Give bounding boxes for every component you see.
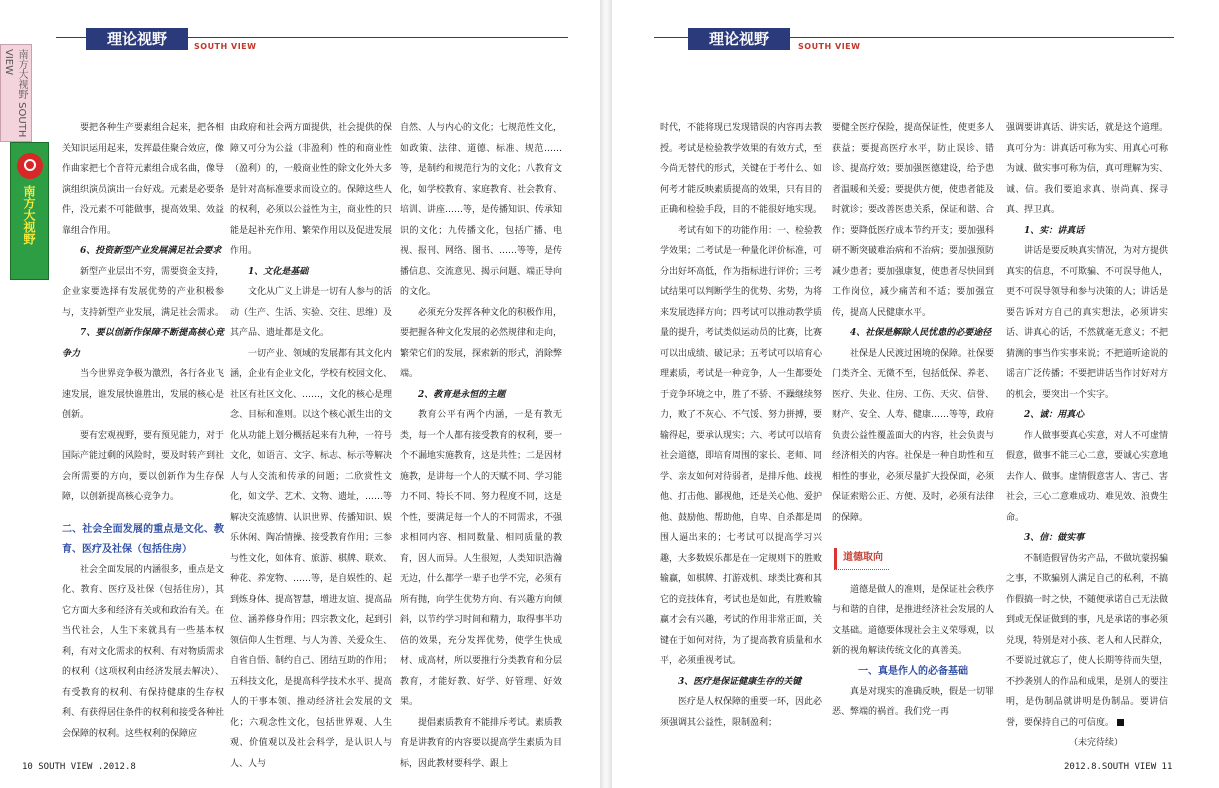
paragraph: 医疗是人权保障的重要一环，因此必须强调其公益性，限制盈利； xyxy=(660,697,823,728)
section-heading: 二、社会全面发展的重点是文化、教育、医疗及社保（包括住房） xyxy=(62,523,224,555)
page-footer-left: 10 SOUTH VIEW .2012.8 xyxy=(22,762,136,772)
paragraph: 强调要讲真话、讲实话，就是这个道理。真可分为：讲真话可称为实、用真心可称为诚、做实事可称为信，真可理解为实、诚、信。我们要追求真、崇尚真、探寻真、捍卫真。 xyxy=(1006,123,1169,215)
section-title: 理论视野 xyxy=(688,28,790,50)
magazine-logo xyxy=(10,142,49,280)
section-heading: 一、真是作人的必备基础 xyxy=(858,665,968,677)
text-column-3 xyxy=(400,118,562,774)
subsection-heading: 4、社保是解除人民忧患的必要途径 xyxy=(850,328,992,338)
paragraph: 社保是人民渡过困境的保障。社保要门类齐全、无微不至，包括低保、养老、医疗、失业、住房、工伤、天灾、信誉、财产、安全、人寿、健康……等等，政府负责公益性覆盖面大的内容，社会负责与经济相关的内容。社保是一种自助性和互相性的事业，必须尽量扩大投保面，必须保证索赔公正、方便、及时，必须有法律的保障。 xyxy=(832,348,995,523)
section-subtitle: SOUTH VIEW xyxy=(798,42,861,51)
subsection-heading: 1、实：讲真话 xyxy=(1024,225,1085,236)
to-be-continued: （未完待续） xyxy=(1068,738,1123,748)
right-page xyxy=(612,0,1219,788)
text-column-2 xyxy=(832,118,994,723)
paragraph: 考试有如下的功能作用：一、检验教学效果；二考试是一种量化评价标准，可分出好坏高低，作为指标进行评价；三考试结果可以判断学生的优势、劣势，为将来发展选择方向；四考试可以推动教学质量的提升，考试类似运动员的比赛，比赛可以出成绩、破记录；五考试可以培育心理素质，考试是一种竞争，人一生都要处于竞争环境之中，胜了不骄、不躁继续努力，败了不灰心、不气馁、努力拼搏，要输得起，要承认现实；六、考试可以培育社会道德，即培育周围的家长、老师、同学、亲友如何对待弱者，是排斥他、歧视他、打击他、鄙视他，还是关心他、爱护他、鼓励他、帮助他，自卑、自杀都是周围人逼出来的；七考试可以提高学习兴趣，大多数娱乐都是在一定规则下的胜败输赢，如棋牌、打游戏机、球类比赛和其它的竞技体育，考试也是如此，有胜败输赢才会有兴趣，考试的作用非常正面，关键在于如何对待，为了提高教育质量和水平，必须重视考试。 xyxy=(660,225,823,666)
paragraph: 道德是做人的准则，是保证社会秩序与和谐的自律，是推进经济社会发展的人文基础。道德要体现社会主义荣辱观，以新的视角解读传统文化的真善美。 xyxy=(832,584,995,656)
logo-text: 南方大视野 xyxy=(22,185,36,245)
paragraph: 由政府和社会两方面提供，社会提供的保障又可分为公益（非盈利）性的和商业性（盈利）的，一般商业性的除文化外大多是针对高标准要求而设立的。保障这些人的权利，必须以公益性为主，商业性的只能是起补充作用、繁荣作用以及促进发展作用。 xyxy=(230,123,393,256)
subsection-heading: 3、信：做实事 xyxy=(1024,533,1085,543)
paragraph: 不制造假冒伪劣产品，不做坑蒙拐骗之事，不欺骗别人满足自己的私利，不搞作假搞一时之快，不随便承诺自己无法做到或无保证做到的事，凡是承诺的事必须兑现，特别是对小孩、老人和人民群众，不要说过就忘了，使人长期等待而失望，不抄袭别人的作品和成果，是别人的要注明，是伪制品就讲明是伪制品。要讲信誉，要保持自己的可信度。 xyxy=(1006,553,1169,728)
paragraph: 真是对现实的准确反映，假是一切罪恶、弊端的祸首。我们党一再 xyxy=(832,686,995,717)
subsection-heading: 1、文化是基础 xyxy=(248,266,309,277)
paragraph: 要把各种生产要素组合起来，把各相关知识运用起来，发挥最佳聚合效应，像作曲家把七个音符元素组合成名曲，像导演组织演员演出一台好戏。元素是必要条件，没元素不可能做事，提高效果、效益靠组合作用。 xyxy=(62,123,225,236)
section-title: 理论视野 xyxy=(86,28,188,50)
topic-heading-box: 道德取向 xyxy=(834,548,889,570)
brand-text: 南方大视野 SOUTH VIEW xyxy=(3,49,27,138)
logo-icon xyxy=(17,153,43,179)
paragraph: 文化从广义上讲是一切有人参与的活动（生产、生活、实验、交往、思维）及其产品、遗址都是文化。 xyxy=(230,287,393,338)
section-subtitle: SOUTH VIEW xyxy=(194,42,257,51)
magazine-brand-tab xyxy=(0,44,32,142)
paragraph: 时代，不能将现已发现错误的内容再去教授。考试是检验教学效果的有效方式，至今尚无替代的形式，关键在于考什么、如何考才能反映素质提高的效果，只有目的正确和检验手段，目的不能很好地实现。 xyxy=(660,123,823,215)
paragraph: 当今世界竞争极为激烈，各行各业飞速发展，谁发展快谁胜出，发展的核心是创新。 xyxy=(62,369,225,420)
subsection-heading: 6、投资新型产业发展满足社会要求 xyxy=(80,246,222,256)
subsection-heading: 3、医疗是保证健康生存的关键 xyxy=(678,676,802,687)
text-column-3 xyxy=(1006,118,1168,754)
paragraph: 作人做事要真心实意，对人不可虚情假意，做事不能三心二意，要诚心实意地去作人、做事。虚情假意害人、害己、害社会，三心二意难成功、难见效、浪费生命。 xyxy=(1006,430,1169,523)
page-footer-right: 2012.8.SOUTH VIEW 11 xyxy=(1064,762,1173,772)
text-column-2 xyxy=(230,118,392,774)
paragraph: 自然、人与内心的文化；七规范性文化，如政策、法律、道德、标准、规范……等，是制约和规范行为的文化；八教育文化，如学校教育、家庭教育、社会教育、培训、讲座……等，是传播知识、传承知识的文化；九传播文化，包括广播、电视、报刊、网络、图书、……等等，是传播信息、交流意见、揭示问题、端正导向的文化。 xyxy=(400,123,563,297)
subsection-heading: 7、要以创新作保障不断提高核心竞争力 xyxy=(62,328,224,359)
paragraph: 提倡素质教育不能排斥考试。素质教育是讲教育的内容要以提高学生素质为目标，因此教材要科学、跟上 xyxy=(400,717,563,769)
paragraph: 社会全面发展的内涵很多，重点是文化、教育、医疗及社保（包括住房），其它方面大多和经济有关或和政治有关。在当代社会，人生下来就具有一些基本权利，有对文化需求的权利、有对物质需求的权利（这项权利由经济发展去解决）、有受教育的权利、有保持健康的生存权利、有获得居住条件的权利和接受各种社会保障的权利。这些权利的保障应 xyxy=(62,564,225,739)
left-page xyxy=(0,0,600,788)
subsection-heading: 2、教育是永恒的主题 xyxy=(418,389,506,400)
paragraph: 讲话是要反映真实情况，为对方提供真实的信息，不可欺骗、不可误导他人，更不可误导领导和参与决策的人；讲话是要告诉对方自己的真实想法，必须讲实话、讲真心的话，不然就毫无意义；不把猜测的事当作实事来说；不把道听途说的谣言广泛传播；不要把讲话当作讨好对方的机会，要突出一个实字。 xyxy=(1006,246,1169,400)
paragraph: 新型产业层出不穷，需要资金支持，企业家要选择有发展优势的产业积极参与，支持新型产业发展，满足社会需求。 xyxy=(62,266,225,318)
subsection-heading: 2、诚：用真心 xyxy=(1024,410,1085,420)
paragraph: 必须充分发挥各种文化的积极作用，要把握各种文化发展的必然规律和走向，繁荣它们的发展，探索新的形式，消除弊端。 xyxy=(400,307,563,379)
paragraph: 一切产业、领域的发展都有其文化内涵，企业有企业文化，学校有校园文化、社区有社区文化、……，文化的核心是理念、目标和准则。以这个核心派生出的文化从功能上划分概括起来有九种，一符号文化，如语言、文字、标志、标示等解决人与人交流和传承的问题；二欣赏性文化，如文学、艺术、文物、遗址，……等解决交流感情、认识世界、传播知识、娱乐休闲、陶冶情操、接受教育作用；三参与性文化，如体育、旅游、棋牌、联欢、种花、养宠物、……等，是自娱性的、起到炼身体、提高智慧，增进友谊、提高品位、涵养修身作用；四宗教文化，起到引领信仰人生哲理、与人为善、关爱众生、自省自悟、制约自己、团结互助的作用；五科技文化，是提高科学技术水平、提高人的干事本领、推动经济社会发展的文化；六观念性文化，包括世界观、人生观、价值观以及社会科学，是认识人与人、人与 xyxy=(230,348,393,769)
text-column-1 xyxy=(660,118,822,733)
paragraph: 要健全医疗保险，提高保证性，使更多人获益；要提高医疗水平，防止误诊、错诊、提高疗效；要加强医德建设，给予患者温暖和关爱；要提供方便，使患者能及时就诊；要改善医患关系，保证和谐、合作；要降低医疗成本节约开支；要加强科研不断突破难治病和不治病；要加强预防减少患者；要加强康复，使患者尽快回到工作岗位，减少痛苦和不适；要加强宣传，提高人民健康水平。 xyxy=(832,123,995,318)
paragraph: 要有宏观视野，要有预见能力，对于国际产能过剩的风险时，要及时转产到社会所需要的方向，要以创新作为生存保障，以创新提高核心竞争力。 xyxy=(62,430,225,502)
end-of-article-mark xyxy=(1117,719,1124,726)
text-column-1 xyxy=(62,118,224,744)
paragraph: 教育公平有两个内涵，一是有教无类，每一个人都有接受教育的权利，要一个不漏地实施教育，这是共性；二是因材施教，是讲每一个人的天赋不同、学习能力不同、特长不同、努力程度不同，这是个性，要满足每一个人的不同需求，不强求相同内容、相同数量、相同质量的教育，因人而异。人生很短，人类知识浩瀚无边，什么都学一辈子也学不完，必须有所有抛，向学生优势方向、有兴趣方向倾斜，以节约学习时间和精力，取得事半功倍的效果，充分发挥优势，使学生快成材、成高材，所以要推行分类教育和分层教育，才能好教、好学、好管理、好效果。 xyxy=(400,410,563,707)
spine-gutter xyxy=(600,0,612,788)
